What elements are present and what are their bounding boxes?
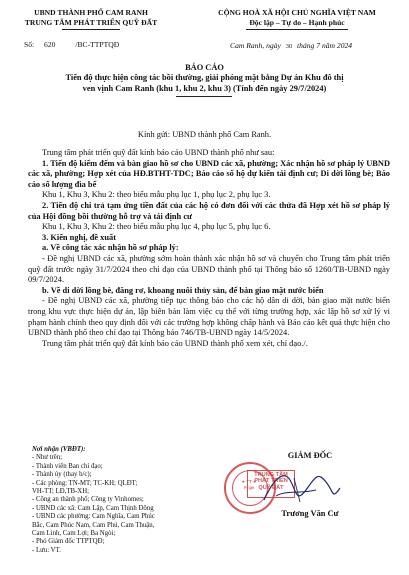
title-underline — [176, 96, 232, 97]
document-date: Cam Ranh, ngày 30 tháng 7 năm 2024 — [230, 41, 353, 50]
report-subtitle-2: ven vịnh Cam Ranh (khu 1, khu 2, khu 3) (Tính đến ngày 29/7/2024) — [82, 84, 327, 93]
recipient-item: Bắc, Cam Phúc Nam, Cam Phú, Cam Thuận, — [32, 521, 155, 529]
recipient-item: - Như trên; — [32, 454, 63, 462]
signer-name: Trương Văn Cư — [281, 509, 339, 518]
motto-underline — [246, 29, 348, 30]
section-1-text: Khu 1, Khu 3, Khu 2: theo biểu mẫu phụ lục 1, phụ lục 2, phụ lục 3. — [42, 190, 271, 200]
intro-paragraph: Trung tâm phát triển quỹ đất kính báo cáo UBND thành phố như sau: — [42, 148, 275, 157]
issuer-underline — [62, 29, 120, 30]
section-3b-text: - Đề nghị UBND các xã, phường tiếp tục thông báo cho các hộ dân di dời, bàn giao mặt nước biển trong khu vực thực hiện dự án, lập biên bản làm việc cụ thể với từng trường hợp, xác lập hồ sơ xử lý vi phạm hành chính theo quy định đối với các trường hợp không chấp hành và Báo cáo kết quả thực hiện cho UBND thành phố theo chỉ đạo tại Thông báo 746/TB-UBND ngày 14/5/2024. — [28, 296, 390, 338]
section-3a-heading: a. Về công tác xác nhận hồ sơ pháp lý: — [42, 243, 179, 253]
report-body — [28, 148, 390, 349]
recipient-item: Cam Linh, Cam Lợi; Ba Ngòi; — [32, 530, 116, 538]
section-3a-text: - Đề nghị UBND các xã, phường sớm hoàn thành xác nhận hồ sơ và chuyển cho Trung tâm phát triển quỹ đất trước ngày 31/7/2024 theo chỉ đạo của UBND thành phố tại Thông báo số 1260/TB-UBND ngày 09/7/2024. — [28, 253, 390, 285]
recipients-label: Nơi nhận (VBĐT): — [32, 446, 86, 453]
recipient-item: - UBND các phường: Cam Nghĩa, Cam Phúc — [32, 513, 155, 521]
section-2-heading: 2. Tiến độ chi trả tạm ứng tiền đất của các hộ có đơn đối với các thửa đã Hợp xét hồ sơ pháp lý của Hội đồng bồi thường hỗ trợ và tái định cư — [28, 200, 390, 221]
official-seal: ★ TT ★ PTQĐ — [224, 462, 276, 514]
recipient-item: - Các phòng: TN-MT; TC-KH; QLĐT; — [32, 479, 138, 487]
recipient-line: Kính gửi: UBND thành phố Cam Ranh. — [137, 130, 272, 139]
closing-paragraph: Trung tâm phát triển quỹ đất kính báo cáo UBND thành phố xem xét, chỉ đạo./. — [42, 338, 308, 348]
recipients-block — [32, 446, 212, 555]
section-3-heading: 3. Kiến nghị, đề xuất — [42, 232, 116, 242]
position-stamp: TRUNG TÂM PHÁT TRIỂN QUỸ ĐẤT — [247, 470, 295, 498]
recipient-item: - Phó Giám đốc TTPTQĐ; — [32, 538, 105, 546]
recipient-item: - Công an thành phố; Công ty Vinhomes; — [32, 496, 144, 504]
report-title: BÁO CÁO — [185, 63, 224, 72]
section-2-text: Khu 1, Khu 3, Khu 2: theo biểu mẫu phụ lục 4, phụ lục 5, phụ lục 6. — [42, 222, 271, 232]
section-3b-heading: b. Về di dời lồng bè, đăng rơ, khoang nuôi thủy sản, để bàn giao mặt nước biển — [42, 285, 324, 295]
issuer-parent: UBND THÀNH PHỐ CAM RANH — [34, 8, 148, 17]
recipient-item: - Lưu: VT. — [32, 546, 61, 554]
signer-position: GIÁM ĐỐC — [287, 451, 333, 460]
recipient-item: VH-TT; LĐ,TB-XH; — [32, 488, 90, 496]
document-number: Số: 620 /BC-TTPTQĐ — [24, 40, 120, 49]
recipient-item: - UBND các xã: Cam Lập, Cam Thịnh Đông — [32, 504, 154, 512]
section-1-heading: 1. Tiến độ kiểm đếm và bàn giao hồ sơ cho UBND các xã, phường; Xác nhận hồ sơ pháp lý UBND các xã, phường; Hợp xét của HĐ.BTHT-TDC; Báo cáo số hộ dự kiến tái định cư; Di dời lồng bè; Báo cáo số lượng đìa bể — [28, 158, 390, 189]
national-motto: Độc lập – Tự do – Hạnh phúc — [249, 18, 345, 27]
handwritten-signature — [256, 460, 346, 515]
issuer-name: TRUNG TÂM PHÁT TRIỂN QUỸ ĐẤT — [24, 18, 158, 27]
national-title: CỘNG HOÀ XÃ HỘI CHỦ NGHĨA VIỆT NAM — [218, 8, 376, 17]
recipient-item: - Thành ủy (thay b/c); — [32, 471, 92, 479]
report-subtitle-1: Tiến độ thực hiện công tác bồi thường, giải phóng mặt bằng Dự án Khu đô thị — [65, 73, 344, 82]
recipient-item: - Thành viên Ban chỉ đạo; — [32, 462, 103, 470]
